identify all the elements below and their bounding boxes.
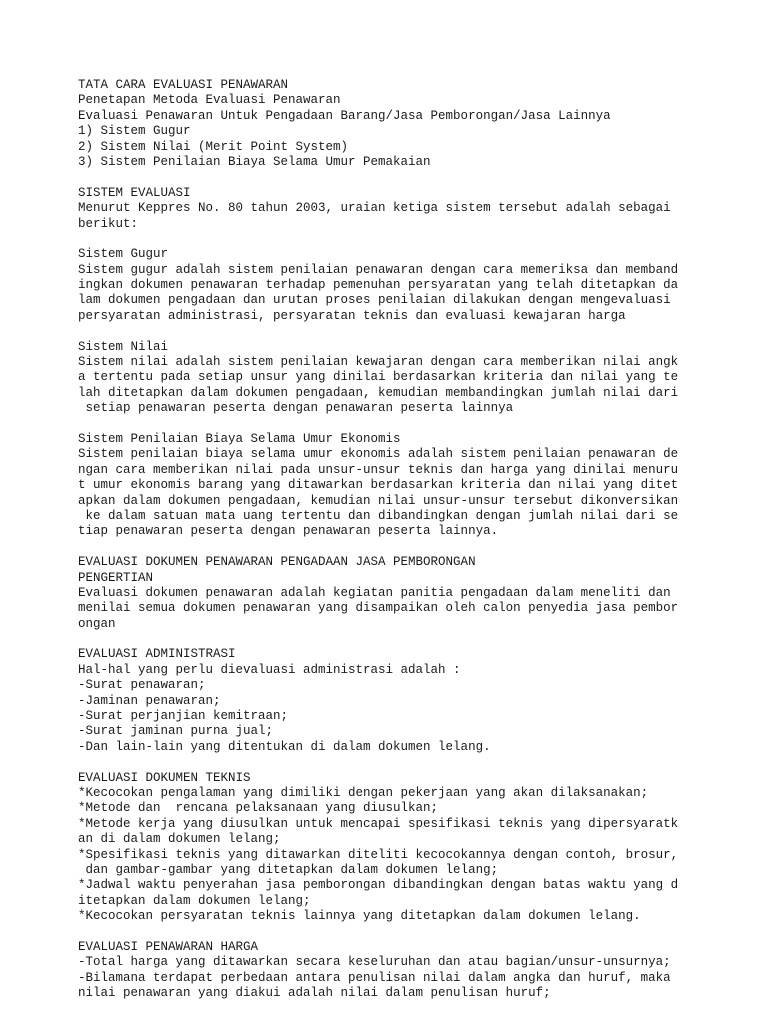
document-page [78, 78, 758, 1001]
text-line: -Total harga yang ditawarkan secara keseluruhan dan atau bagian/unsur-unsurnya; [78, 955, 671, 970]
text-line: 2) Sistem Nilai (Merit Point System) [78, 139, 349, 154]
section-heading-line: EVALUASI DOKUMEN PENAWARAN PENGADAAN JASA PEMBORONGAN [78, 555, 476, 570]
text-line: *Spesifikasi teknis yang ditawarkan diteliti kecocokannya dengan contoh, brosur, [78, 847, 679, 862]
text-line: berikut: [78, 216, 139, 231]
text-section [78, 647, 758, 755]
text-line: nilai penawaran yang diakui adalah nilai dalam penulisan huruf; [78, 986, 551, 1001]
text-line: ingkan dokumen penawaran terhadap pemenuhan persyaratan yang telah ditetapkan da [78, 278, 679, 293]
paragraph-gap [78, 632, 758, 647]
text-section [78, 771, 758, 925]
paragraph-gap [78, 170, 758, 185]
text-line: -Dan lain-lain yang ditentukan di dalam dokumen lelang. [78, 739, 491, 754]
text-line: dan gambar-gambar yang ditetapkan dalam dokumen lelang; [78, 862, 499, 877]
text-line: tiap penawaran peserta dengan penawaran peserta lainnya. [78, 524, 499, 539]
text-line: Sistem gugur adalah sistem penilaian penawaran dengan cara memeriksa dan memband [78, 262, 679, 277]
section-heading-line: Sistem Penilaian Biaya Selama Umur Ekonomis [78, 431, 401, 446]
text-line: ke dalam satuan mata uang tertentu dan dibandingkan dengan jumlah nilai dari se [78, 508, 679, 523]
text-line: -Jaminan penawaran; [78, 693, 221, 708]
text-line: menilai semua dokumen penawaran yang disampaikan oleh calon penyedia jasa pembor [78, 601, 679, 616]
text-line: ongan [78, 616, 116, 631]
text-line: PENGERTIAN [78, 570, 154, 585]
section-heading-line: TATA CARA EVALUASI PENAWARAN [78, 78, 289, 92]
paragraph-gap [78, 924, 758, 939]
text-line: -Surat penawaran; [78, 678, 206, 693]
text-line: -Surat perjanjian kemitraan; [78, 709, 289, 724]
text-section [78, 555, 758, 632]
text-line: persyaratan administrasi, persyaratan teknis dan evaluasi kewajaran harga [78, 308, 626, 323]
text-section [78, 78, 758, 170]
text-line: apkan dalam dokumen pengadaan, kemudian nilai unsur-unsur tersebut dikonversikan [78, 493, 679, 508]
text-section [78, 432, 758, 540]
paragraph-gap [78, 324, 758, 339]
text-line: Sistem penilaian biaya selama umur ekonomis adalah sistem penilaian penawaran de [78, 447, 679, 462]
text-section [78, 186, 758, 232]
paragraph-gap [78, 755, 758, 770]
text-line: *Metode kerja yang diusulkan untuk mencapai spesifikasi teknis yang dipersyaratk [78, 816, 679, 831]
text-line: Menurut Keppres No. 80 tahun 2003, uraian ketiga sistem tersebut adalah sebagai [78, 201, 671, 216]
text-section [78, 247, 758, 324]
section-heading-line: Sistem Gugur [78, 247, 169, 262]
text-line: itetapkan dalam dokumen lelang; [78, 893, 311, 908]
section-heading-line: EVALUASI PENAWARAN HARGA [78, 939, 259, 954]
text-line: Hal-hal yang perlu dievaluasi administrasi adalah : [78, 662, 461, 677]
text-line: *Kecocokan pengalaman yang dimiliki dengan pekerjaan yang akan dilaksanakan; [78, 785, 649, 800]
text-line: Penetapan Metoda Evaluasi Penawaran [78, 93, 341, 108]
section-heading-line: EVALUASI ADMINISTRASI [78, 647, 236, 662]
text-line: *Jadwal waktu penyerahan jasa pemborongan dibandingkan dengan batas waktu yang d [78, 878, 679, 893]
section-heading-line: Sistem Nilai [78, 339, 169, 354]
text-section [78, 340, 758, 417]
text-line: a tertentu pada setiap unsur yang dinilai berdasarkan kriteria dan nilai yang te [78, 370, 679, 385]
section-heading-line: SISTEM EVALUASI [78, 185, 191, 200]
text-line: lam dokumen pengadaan dan urutan proses penilaian dilakukan dengan mengevaluasi [78, 293, 671, 308]
text-line: ngan cara memberikan nilai pada unsur-unsur teknis dan harga yang dinilai menuru [78, 462, 679, 477]
text-line: 3) Sistem Penilaian Biaya Selama Umur Pemakaian [78, 154, 431, 169]
text-line: Sistem nilai adalah sistem penilaian kewajaran dengan cara memberikan nilai angk [78, 355, 679, 370]
text-line: lah ditetapkan dalam dokumen pengadaan, kemudian membandingkan jumlah nilai dari [78, 385, 679, 400]
section-heading-line: EVALUASI DOKUMEN TEKNIS [78, 770, 251, 785]
text-line: an di dalam dokumen lelang; [78, 832, 281, 847]
text-line: -Surat jaminan purna jual; [78, 724, 274, 739]
paragraph-gap [78, 417, 758, 432]
text-line: t umur ekonomis barang yang ditawarkan berdasarkan kriteria dan nilai yang ditet [78, 478, 679, 493]
text-line: Evaluasi Penawaran Untuk Pengadaan Barang/Jasa Pemborongan/Jasa Lainnya [78, 108, 611, 123]
text-line: -Bilamana terdapat perbedaan antara penulisan nilai dalam angka dan huruf, maka [78, 970, 671, 985]
text-line: *Kecocokan persyaratan teknis lainnya yang ditetapkan dalam dokumen lelang. [78, 909, 641, 924]
paragraph-gap [78, 232, 758, 247]
text-line: *Metode dan rencana pelaksanaan yang diusulkan; [78, 801, 439, 816]
text-line: Evaluasi dokumen penawaran adalah kegiatan panitia pengadaan dalam meneliti dan [78, 585, 671, 600]
text-line: setiap penawaran peserta dengan penawaran peserta lainnya [78, 401, 514, 416]
text-section [78, 940, 758, 1002]
paragraph-gap [78, 540, 758, 555]
text-line: 1) Sistem Gugur [78, 124, 191, 139]
